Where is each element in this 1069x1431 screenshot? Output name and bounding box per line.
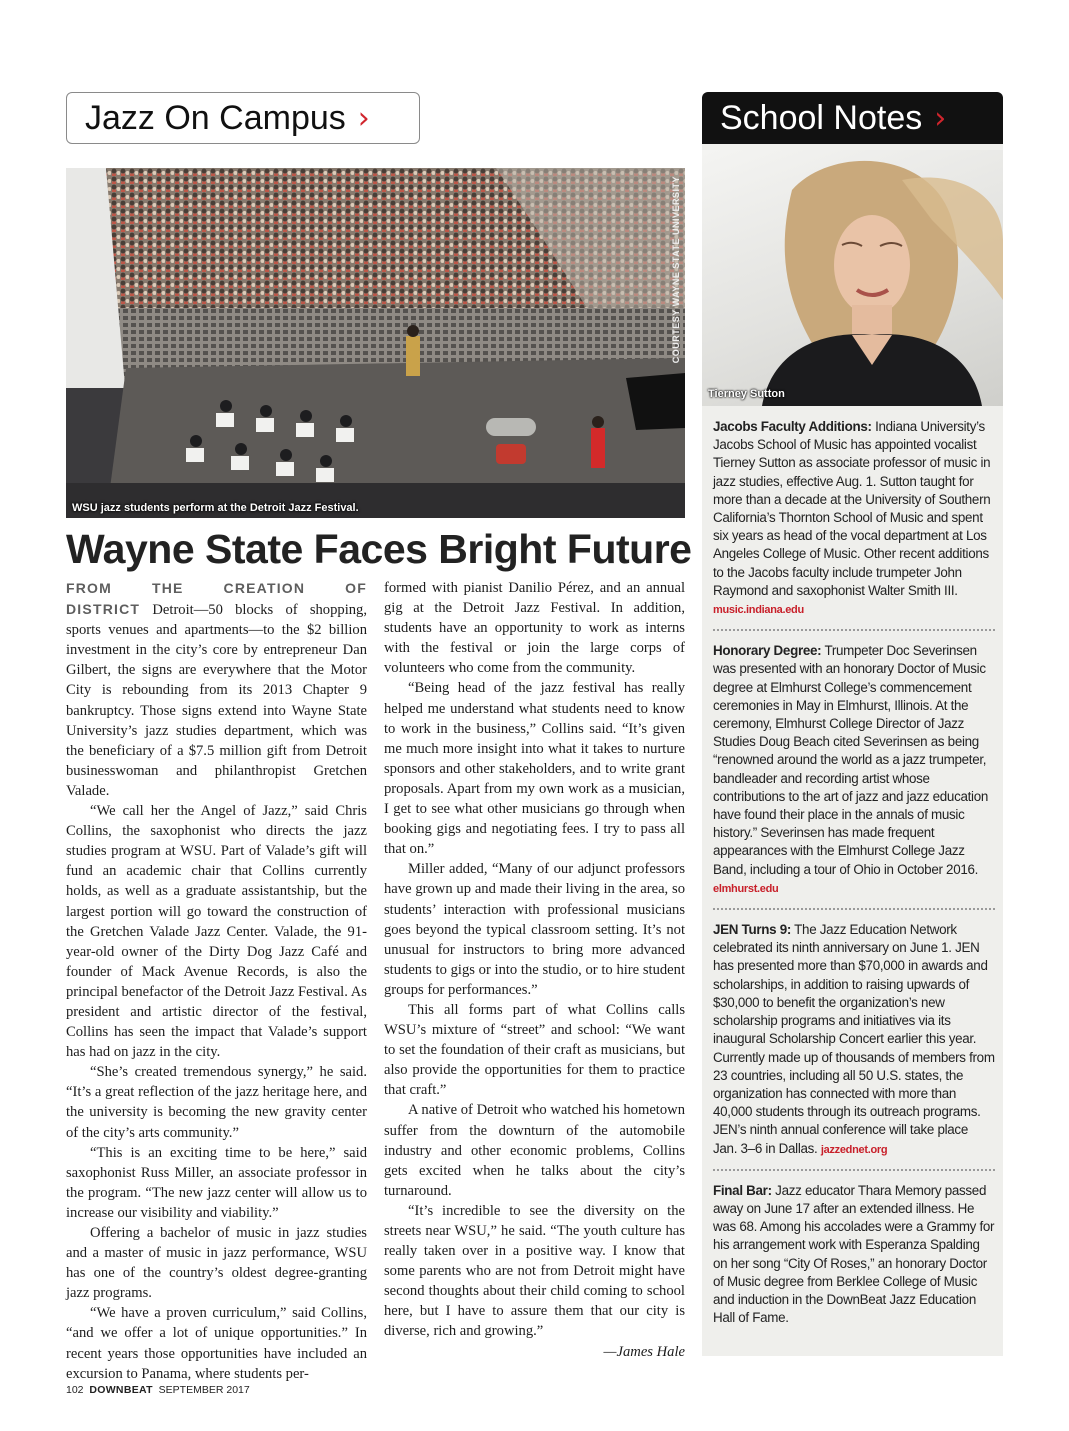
note-body: The Jazz Education Network celebrated its ninth anniversary on June 1. JEN has presented more than $70,000 in awards and scholarships, in addition to raising upwards of $30,000 to benefit the organization’s new scholarship programs and initiatives via its inaugural Scholarship Concert earlier this year. Currently made up of thousands of members from 23 countries, including all 50 U.S. states, the organization has connected with more than 40,000 students through its outreach programs. JEN’s ninth annual conference will take place Jan. 3–6 in Dallas.	[713, 922, 995, 1156]
article-paragraph: “This is an exciting time to be here,” said saxophonist Russ Miller, an associate professor in the program. “The new jazz center will allow us to increase our visibility and viability.”	[66, 1144, 367, 1221]
note-item	[713, 418, 995, 631]
school-notes-list	[713, 418, 995, 1348]
article-paragraph: “We call her the Angel of Jazz,” said Chris Collins, the saxophonist who directs the jazz studies program at WSU. Part of Valade’s gift will fund an academic chair that Collins currently holds, as well as a graduate assistantship, but the largest portion will go toward the construction of the Gretchen Valade Jazz Center. Valade, the 91-year-old owner of the Dirty Dog Jazz Café and founder of Mack Avenue Records, is also the principal benefactor of the Detroit Jazz Festival. As president and artistic director of the festival, Collins has seen the impact that Valade’s support has had on jazz in the city.	[66, 803, 367, 1061]
note-body: Trumpeter Doc Severinsen was presented with an honorary Doctor of Music degree at Elmhurst College’s commencement ceremonies in May in Elmhurst, Illinois. At the ceremony, Elmhurst College Director of Jazz Studies Doug Beach cited Severinsen as being “renowned around the world as a jazz trumpeter, bandleader and recording artist whose contributions to the art of jazz and jazz education have found their place in the annals of music history.” Severinsen has made frequent appearances with the Elmhurst College Jazz Band, including a tour of Ohio in October 2016.	[713, 643, 989, 877]
article-paragraph: This all forms part of what Collins calls WSU’s mixture of “street” and school: “We want to set the foundation of their craft as musicians, but also provide the opportunities for them to practice that craft.”	[384, 1001, 685, 1099]
article-paragraph: “Being head of the jazz festival has really helped me understand what students need to know to work in the business,” Collins said. “It’s given me much more insight into what it takes to nurture sponsors and other stakeholders, and to write grant proposals. Apart from my own work as a musician, I get to see what other musicians go through when booking gigs and negotiating fees. I try to pass all that on.”	[384, 680, 685, 858]
note-item	[713, 642, 995, 910]
article-headline: Wayne State Faces Bright Future	[66, 526, 692, 572]
note-lead: Jacobs Faculty Additions:	[713, 419, 872, 434]
note-lead: Final Bar:	[713, 1182, 772, 1198]
chevron-right-icon: ›	[934, 100, 947, 136]
portrait-photo	[702, 150, 1003, 406]
article-paragraph: “We have a proven curriculum,” said Collins, “and we offer a lot of unique opportunities.” In recent years those opportunities have included an excursion to Panama, where students per-	[66, 1305, 367, 1382]
portrait-illustration	[702, 150, 1003, 406]
magazine-name: DOWNBEAT	[89, 1384, 153, 1396]
article-paragraph: formed with pianist Danilio Pérez, and an annual gig at the Detroit Jazz Festival. In addition, students have an opportunity to work as interns with the festival or join the large corps of volunteers who come from the community.	[384, 580, 685, 677]
note-url-link[interactable]: music.indiana.edu	[713, 604, 804, 617]
note-lead: Honorary Degree:	[713, 643, 822, 659]
notes-title: School Notes	[720, 98, 923, 137]
page-folio	[66, 1384, 250, 1396]
article-column-2	[384, 578, 685, 1362]
chevron-right-icon: ›	[357, 100, 370, 136]
page-number: 102	[66, 1384, 84, 1396]
article-paragraph: A native of Detroit who watched his hometown suffer from the downturn of the automobile industry and other economic problems, Collins gets excited when he talks about the city’s turnaround.	[384, 1102, 685, 1199]
article-paragraph: Miller added, “Many of our adjunct professors have grown up and made their living in the area, so students’ interaction with professional musicians goes beyond the typical classroom setting. It’s not unusual for instructors to bring more advanced students to gigs or into the studio, or to hire student groups for performances.”	[384, 861, 685, 998]
issue-date: SEPTEMBER 2017	[158, 1384, 250, 1396]
section-tab-jazz-on-campus	[66, 92, 420, 144]
hero-caption: WSU jazz students perform at the Detroit Jazz Festival.	[72, 502, 359, 514]
lead-caps: FROM THE CREATION OF DISTRICT	[66, 580, 367, 618]
note-lead: JEN Turns 9:	[713, 922, 791, 938]
article-paragraph: “It’s incredible to see the diversity on the streets near WSU,” he said. “The youth culture has really taken over in a positive way. I know that some parents who are not from Detroit might have second thoughts about their child coming to school here, but I have to assure them that our city is diverse, rich and growing.”	[384, 1202, 685, 1340]
note-item	[713, 921, 995, 1171]
note-item	[713, 1182, 995, 1338]
hero-photo	[66, 168, 685, 518]
note-body: Indiana University’s Jacobs School of Music has appointed vocalist Tierney Sutton as associate professor of music in jazz studies, effective Aug. 1. Sutton taught for more than a decade at the University of Southern California’s Thornton School of Music and spent six years as head of the vocal department at Los Angeles College of Music. Other recent additions to the Jacobs faculty include trumpeter John Raymond and saxophonist Walter Smith III.	[713, 419, 991, 598]
note-body: Jazz educator Thara Memory passed away on June 17 after an extended illness. He was 68. Among his accolades were a Grammy for his arrangement work with Esperanza Spalding on her song “City Of Roses,” an honorary Doctor of Music degree from Berklee College of Music and induction in the DownBeat Jazz Education Hall of Fame.	[713, 1182, 995, 1326]
byline: —James Hale	[603, 1343, 685, 1360]
note-url-link[interactable]: jazzednet.org	[820, 1143, 888, 1156]
concert-illustration	[66, 168, 685, 518]
note-url-link[interactable]: elmhurst.edu	[713, 882, 779, 895]
photo-credit: COURTESY WAYNE STATE UNIVERSITY	[671, 176, 681, 364]
article-paragraph: Offering a bachelor of music in jazz studies and a master of music in jazz performance, WSU has one of the country’s oldest degree-granting jazz programs.	[66, 1225, 367, 1302]
section-title: Jazz On Campus	[85, 98, 346, 137]
article-paragraph: “She’s created tremendous synergy,” he said. “It’s a great reflection of the jazz heritage here, and the university is becoming the new gravity center of the city’s arts community.”	[66, 1064, 367, 1141]
section-tab-school-notes	[702, 92, 1003, 144]
portrait-caption: Tierney Sutton	[708, 388, 785, 400]
article-column-1	[66, 578, 367, 1384]
article-paragraph: FROM THE CREATION OF DISTRICT Detroit—50 blocks of shopping, sports venues and apartments—to the $2 billion investment in the city’s core by entrepreneur Dan Gilbert, the signs are everywhere that the Motor City is rebounding from its 2013 Chapter 9 bankruptcy. Those signs extend into Wayne State University’s jazz studies department, which was the beneficiary of a $7.5 million gift from Detroit businesswoman and philanthropist Gretchen Valade.	[66, 580, 367, 799]
